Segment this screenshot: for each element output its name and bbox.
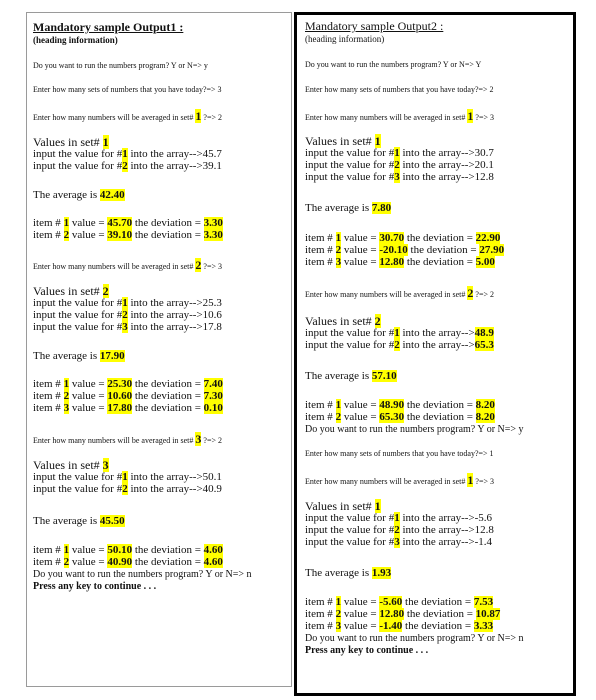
- panel-subtitle: (heading information): [33, 35, 118, 45]
- set-size-prompt: Enter how many numbers will be averaged in set# 2 ?=> 3: [33, 258, 222, 272]
- average-line: The average is 1.93: [305, 567, 392, 579]
- sets-prompt: Enter how many sets of numbers that you have today?=> 1: [305, 449, 494, 458]
- press-key-line: Press any key to continue . . .: [33, 581, 157, 592]
- average-line: The average is 57.10: [305, 370, 397, 382]
- values-heading: Values in set# 2: [33, 284, 109, 298]
- input-line: input the value for #2 into the array-->10.6: [33, 309, 222, 321]
- item-line: item # 1 value = 30.70 the deviation = 22.90: [305, 232, 501, 244]
- input-line: input the value for #1 into the array-->-5.6: [305, 512, 493, 524]
- input-line: input the value for #3 into the array-->17.8: [33, 321, 222, 333]
- item-line: item # 3 value = -1.40 the deviation = 3.33: [305, 620, 494, 632]
- sample-output-2-panel: [294, 12, 576, 696]
- set-size-prompt: Enter how many numbers will be averaged in set# 1 ?=> 3: [305, 109, 494, 123]
- average-line: The average is 42.40: [33, 189, 125, 201]
- item-line: item # 1 value = -5.60 the deviation = 7.53: [305, 596, 494, 608]
- run-prompt: Do you want to run the numbers program? Y or N=> Y: [305, 60, 482, 69]
- values-heading: Values in set# 2: [305, 314, 381, 328]
- panel-title: Mandatory sample Output1 :: [33, 20, 184, 34]
- average-line: The average is 45.50: [33, 515, 125, 527]
- input-line: input the value for #3 into the array-->-1.4: [305, 536, 493, 548]
- set-size-prompt: Enter how many numbers will be averaged in set# 3 ?=> 2: [33, 432, 222, 446]
- sample-output-1-panel: [26, 12, 292, 687]
- item-line: item # 2 value = 40.90 the deviation = 4.60: [33, 556, 223, 568]
- item-line: item # 2 value = 10.60 the deviation = 7.30: [33, 390, 223, 402]
- item-line: item # 1 value = 48.90 the deviation = 8.20: [305, 399, 495, 411]
- item-line: item # 1 value = 50.10 the deviation = 4.60: [33, 544, 223, 556]
- values-heading: Values in set# 1: [33, 135, 109, 149]
- set-size-prompt: Enter how many numbers will be averaged in set# 1 ?=> 3: [305, 473, 494, 487]
- panel-title: Mandatory sample Output2 :: [305, 19, 444, 33]
- input-line: input the value for #2 into the array-->65.3: [305, 339, 494, 351]
- item-line: item # 2 value = -20.10 the deviation = 27.90: [305, 244, 505, 256]
- item-line: item # 2 value = 65.30 the deviation = 8.20: [305, 411, 495, 423]
- item-line: item # 1 value = 25.30 the deviation = 7.40: [33, 378, 223, 390]
- average-line: The average is 17.90: [33, 350, 125, 362]
- panel-subtitle: (heading information): [305, 34, 385, 44]
- rerun-prompt: Do you want to run the numbers program? Y or N=> y: [305, 424, 524, 435]
- input-line: input the value for #1 into the array-->50.1: [33, 471, 222, 483]
- input-line: input the value for #1 into the array-->48.9: [305, 327, 494, 339]
- input-line: input the value for #2 into the array-->39.1: [33, 160, 222, 172]
- item-line: item # 2 value = 12.80 the deviation = 10.87: [305, 608, 501, 620]
- item-line: item # 1 value = 45.70 the deviation = 3.30: [33, 217, 223, 229]
- input-line: input the value for #2 into the array-->20.1: [305, 159, 494, 171]
- average-line: The average is 7.80: [305, 202, 392, 214]
- values-heading: Values in set# 1: [305, 134, 381, 148]
- end-prompt: Do you want to run the numbers program? Y or N=> n: [33, 569, 252, 580]
- input-line: input the value for #3 into the array-->12.8: [305, 171, 494, 183]
- press-key-line: Press any key to continue . . .: [305, 645, 429, 656]
- input-line: input the value for #1 into the array-->25.3: [33, 297, 222, 309]
- values-heading: Values in set# 1: [305, 499, 381, 513]
- end-prompt: Do you want to run the numbers program? Y or N=> n: [305, 633, 524, 644]
- item-line: item # 3 value = 12.80 the deviation = 5.00: [305, 256, 495, 268]
- sets-prompt: Enter how many sets of numbers that you have today?=> 3: [33, 85, 222, 94]
- input-line: input the value for #1 into the array-->30.7: [305, 147, 494, 159]
- set-size-prompt: Enter how many numbers will be averaged in set# 1 ?=> 2: [33, 109, 222, 123]
- sets-prompt: Enter how many sets of numbers that you have today?=> 2: [305, 85, 494, 94]
- item-line: item # 3 value = 17.80 the deviation = 0.10: [33, 402, 223, 414]
- set-size-prompt: Enter how many numbers will be averaged in set# 2 ?=> 2: [305, 286, 494, 300]
- run-prompt: Do you want to run the numbers program? Y or N=> y: [33, 61, 208, 70]
- item-line: item # 2 value = 39.10 the deviation = 3.30: [33, 229, 223, 241]
- input-line: input the value for #1 into the array-->45.7: [33, 148, 222, 160]
- values-heading: Values in set# 3: [33, 458, 109, 472]
- input-line: input the value for #2 into the array-->40.9: [33, 483, 222, 495]
- input-line: input the value for #2 into the array-->12.8: [305, 524, 494, 536]
